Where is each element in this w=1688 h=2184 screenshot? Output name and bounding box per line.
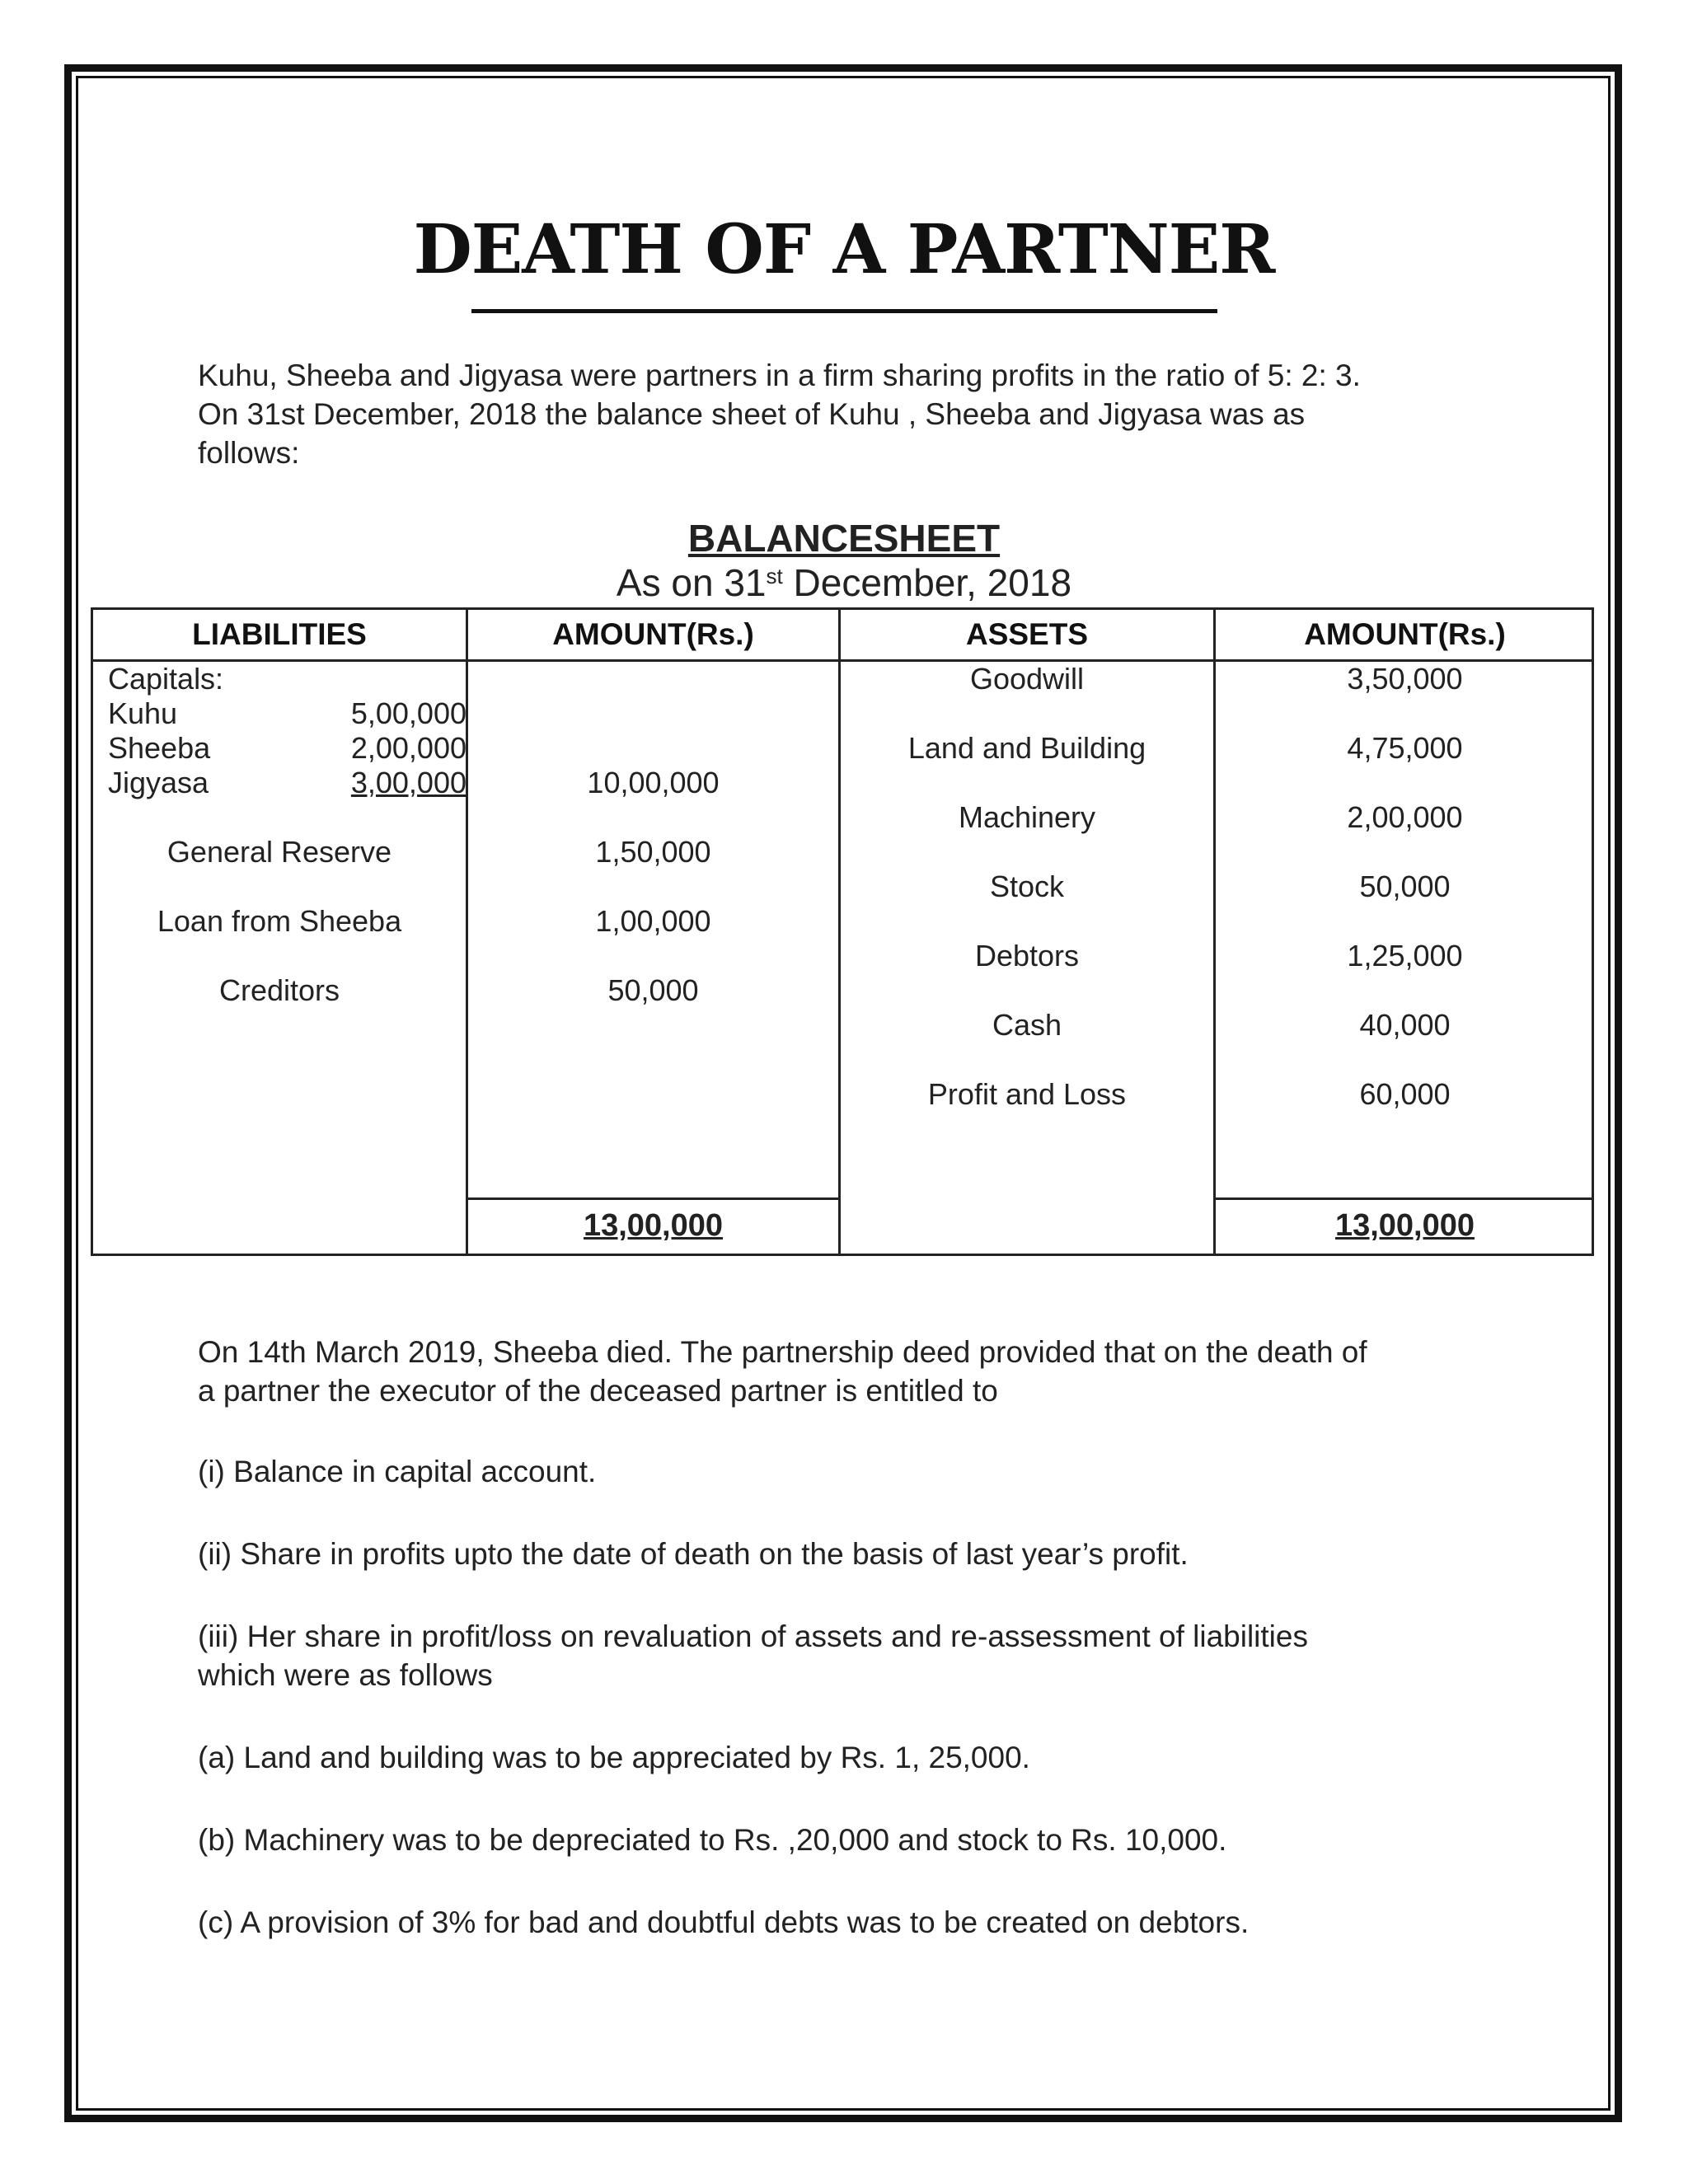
balance-sheet-table: [91, 607, 1594, 1256]
capital-partner-name: Kuhu: [108, 696, 178, 730]
intro-line-2: On 31st December, 2018 the balance sheet of Kuhu , Sheeba and Jigyasa was as: [198, 397, 1306, 431]
asset-name: Land and Building: [907, 731, 1146, 765]
asset-name: Cash: [992, 1008, 1062, 1042]
liability-amount: 50,000: [607, 973, 699, 1007]
balance-sheet-title: BALANCESHEET: [687, 517, 1001, 560]
capital-partner-name: Jigyasa: [108, 766, 209, 799]
asset-amount: 60,000: [1359, 1077, 1451, 1111]
asset-name: Stock: [989, 869, 1065, 903]
column-divider: [838, 610, 841, 1254]
header-liabilities: LIABILITIES: [192, 617, 367, 651]
asset-amount: 3,50,000: [1347, 662, 1463, 696]
condition-iii-line-2: which were as follows: [198, 1658, 493, 1692]
capitals-label: Capitals:: [108, 662, 224, 696]
title-underline: [471, 309, 1217, 313]
page-title: DEATH OF A PARTNER: [413, 210, 1275, 289]
conditions-intro-line-2: a partner the executor of the deceased partner is entitled to: [198, 1374, 998, 1408]
column-divider: [1213, 610, 1216, 1254]
header-amount-liabilities: AMOUNT(Rs.): [552, 617, 754, 651]
total-divider-assets: [1213, 1197, 1594, 1200]
asset-name: Machinery: [958, 800, 1096, 834]
condition-a: (a) Land and building was to be appreciated by Rs. 1, 25,000.: [198, 1741, 1030, 1774]
capitals-total: 10,00,000: [587, 766, 720, 799]
header-assets: ASSETS: [965, 617, 1089, 651]
condition-i: (i) Balance in capital account.: [198, 1455, 597, 1488]
liability-name: Creditors: [218, 973, 340, 1007]
liability-amount: 1,00,000: [595, 904, 711, 938]
asset-amount: 4,75,000: [1347, 731, 1463, 765]
condition-iii-line-1: (iii) Her share in profit/loss on revaluation of assets and re-assessment of liabilities: [198, 1619, 1308, 1653]
total-divider-liabilities: [466, 1197, 841, 1200]
intro-line-1: Kuhu, Sheeba and Jigyasa were partners in a firm sharing profits in the ratio of 5: 2: 3.: [198, 359, 1361, 392]
condition-c: (c) A provision of 3% for bad and doubtful debts was to be created on debtors.: [198, 1905, 1250, 1939]
capital-partner-amount: 3,00,000: [350, 766, 467, 799]
asset-amount: 2,00,000: [1347, 800, 1463, 834]
asset-amount: 40,000: [1359, 1008, 1451, 1042]
liability-name: Loan from Sheeba: [157, 904, 402, 938]
liability-name: General Reserve: [166, 835, 392, 869]
liabilities-total: 13,00,000: [583, 1208, 724, 1243]
assets-total: 13,00,000: [1334, 1208, 1475, 1243]
balance-sheet-date: As on 31st December, 2018: [616, 561, 1072, 604]
capital-partner-name: Sheeba: [108, 731, 211, 765]
capital-partner-amount: 2,00,000: [350, 731, 467, 765]
capital-partner-amount: 5,00,000: [350, 696, 467, 730]
condition-ii: (ii) Share in profits upto the date of death on the basis of last year’s profit.: [198, 1537, 1189, 1571]
asset-name: Debtors: [974, 939, 1080, 972]
asset-name: Profit and Loss: [927, 1077, 1127, 1111]
asset-amount: 1,25,000: [1347, 939, 1463, 972]
header-amount-assets: AMOUNT(Rs.): [1304, 617, 1506, 651]
asset-name: Goodwill: [969, 662, 1085, 696]
intro-line-3: follows:: [198, 436, 300, 470]
liability-amount: 1,50,000: [595, 835, 711, 869]
condition-b: (b) Machinery was to be depreciated to Rs. ,20,000 and stock to Rs. 10,000.: [198, 1823, 1227, 1857]
conditions-intro-line-1: On 14th March 2019, Sheeba died. The partnership deed provided that on the death of: [198, 1335, 1367, 1369]
asset-amount: 50,000: [1359, 869, 1451, 903]
